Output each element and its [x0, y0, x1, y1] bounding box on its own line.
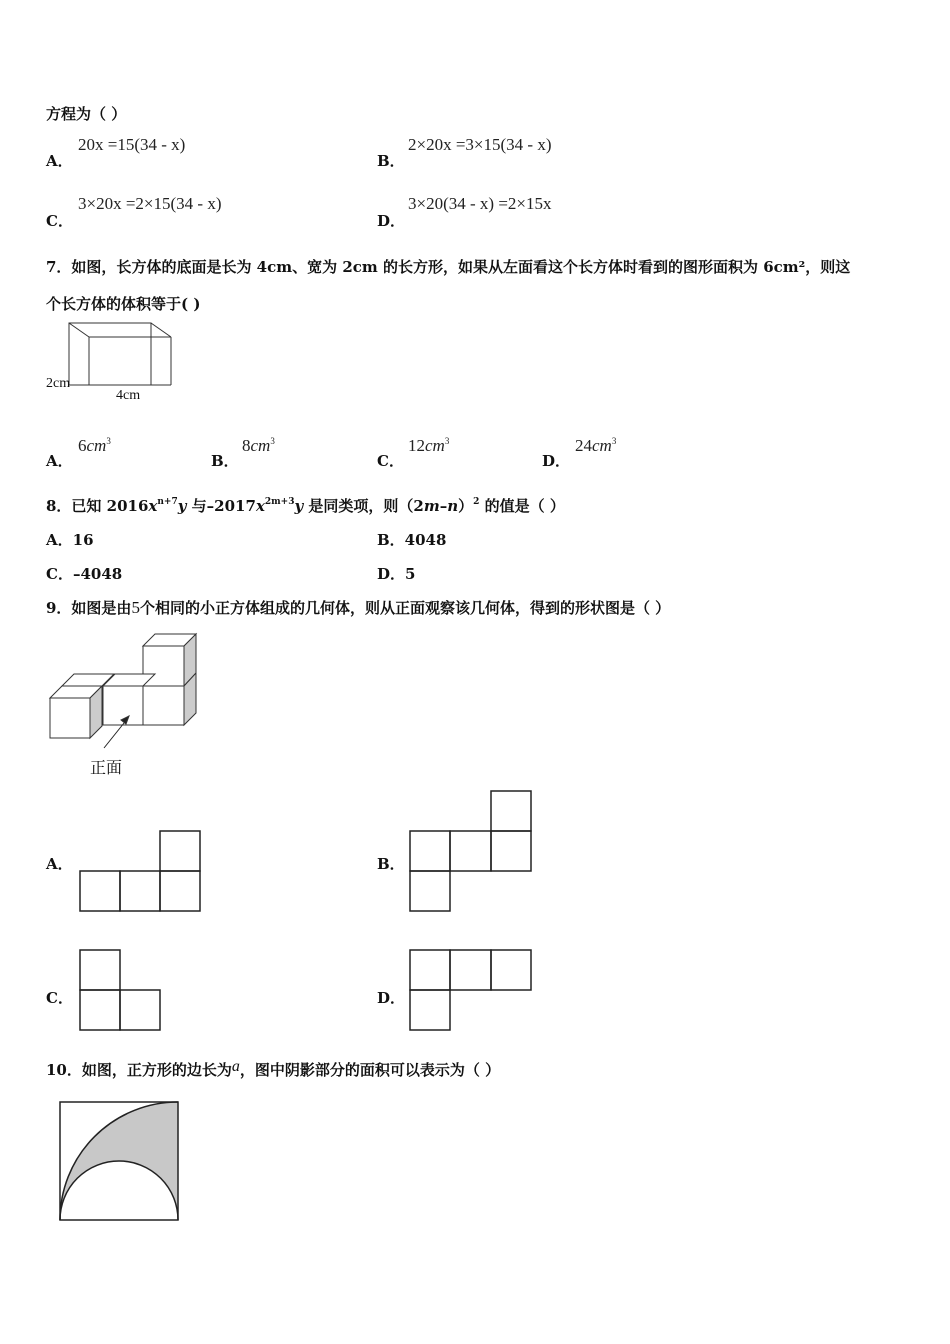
q7-option-b-value: $8cm^3$	[242, 436, 275, 455]
q6-stem: 方程为（ ）	[46, 105, 127, 123]
q8-option-d: D．5	[377, 565, 416, 583]
q7-option-a-label: A．	[46, 452, 73, 470]
q7-option-a-value: $6cm^3$	[78, 436, 111, 455]
q7-option-d-value: $24cm^3$	[575, 436, 617, 455]
q9-option-b-label: B．	[377, 855, 405, 873]
front-view-label: 正面	[90, 758, 123, 777]
cuboid-width-label: 2cm	[46, 376, 71, 391]
q6-option-d-expr: 3×20(34 - x) =2×15x	[408, 194, 552, 213]
q8-stem: 8．已知 $2016x^{n+7}y$ 与$-2017x^{2m+3}y$ 是同类项，则$(2m-n)^2$ 的值是（ ）	[46, 497, 565, 515]
q7-option-d-label: D．	[542, 452, 571, 470]
q7-option-b-label: B．	[211, 452, 239, 470]
q6-option-b-expr: 2×20x =3×15(34 - x)	[408, 135, 552, 154]
q6-option-c-expr: 3×20x =2×15(34 - x)	[78, 194, 222, 213]
q7-option-c-value: $12cm^3$	[408, 436, 450, 455]
q6-option-b-label: B．	[377, 152, 405, 170]
q7-option-c-label: C．	[377, 452, 404, 470]
q9-option-c-label: C．	[46, 989, 73, 1007]
q8-option-c: C．–4048	[46, 565, 123, 583]
cuboid-length-label: 4cm	[116, 388, 141, 403]
q9-stem: 9．如图是由5个相同的小正方体组成的几何体，则从正面观察该几何体，得到的形状图是（ ）	[46, 598, 671, 617]
q6-option-d-label: D．	[377, 212, 406, 230]
q9-option-d-label: D．	[377, 989, 406, 1007]
q6-option-a-label: A．	[46, 152, 73, 170]
q8-option-b: B．4048	[377, 531, 447, 549]
q8-option-a: A．16	[46, 531, 94, 549]
q7-stem-line1: 7．如图，长方体的底面是长为 4cm、宽为 2cm 的长方形，如果从左面看这个长方体时看到的图形面积为 6cm²，则这	[46, 258, 851, 276]
q9-option-a-label: A．	[46, 855, 73, 873]
q6-option-c-label: C．	[46, 212, 73, 230]
q7-stem-line2: 个长方体的体积等于( )	[46, 295, 201, 313]
q10-stem: 10．如图，正方形的边长为a，图中阴影部分的面积可以表示为（ ）	[46, 1058, 501, 1079]
q6-option-a-expr: 20x =15(34 - x)	[78, 135, 186, 154]
